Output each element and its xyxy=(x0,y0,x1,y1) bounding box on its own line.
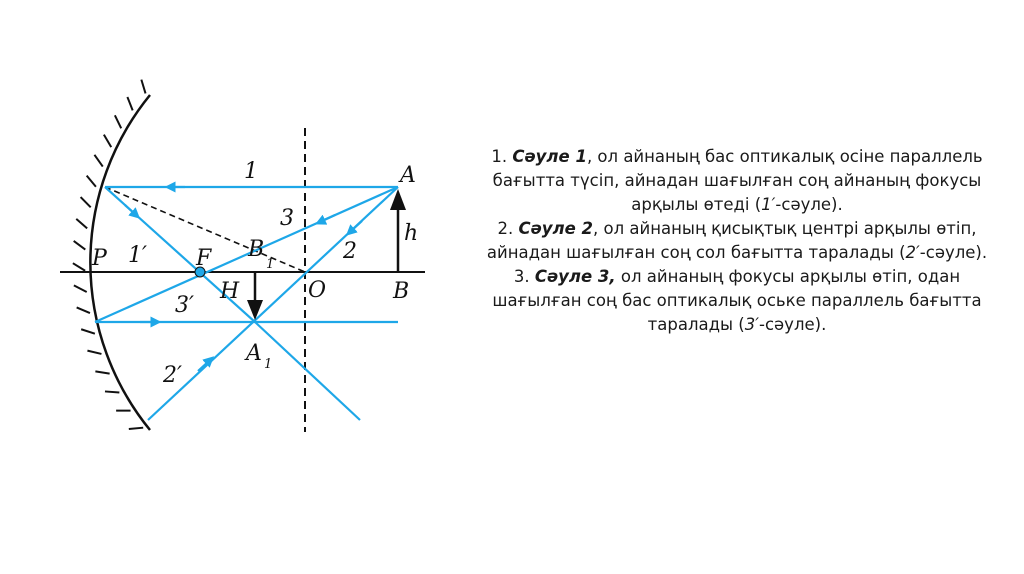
ray-3-arrow xyxy=(320,215,335,222)
label-a1-sub: 1 xyxy=(264,357,273,372)
label-b: B xyxy=(393,279,410,304)
ray-3-description: 3. Сәуле 3, ол айнаның фокусы арқылы өтіп, одан шағылған соң бас оптикалық оське параллель бағытта таралады (3′-сәуле). xyxy=(492,267,982,334)
hatch-mark xyxy=(105,391,119,392)
hatch-mark xyxy=(73,263,85,271)
label-f: F xyxy=(196,246,212,271)
ray-2-description: 2. Сәуле 2, ол айнаның қисықтық центрі арқылы өтіп, айнадан шағылған соң сол бағытта таралады (2′-сәуле). xyxy=(486,219,988,262)
hatch-mark xyxy=(87,351,101,354)
hatch-mark xyxy=(74,285,87,292)
label-ray-1p: 1′ xyxy=(128,243,147,268)
label-ray-3: 3 xyxy=(280,206,294,231)
label-p: P xyxy=(92,246,107,271)
hatch-mark xyxy=(141,80,145,94)
hatch-mark xyxy=(74,241,86,250)
hatch-mark xyxy=(76,219,87,228)
ray-2p-arrow xyxy=(198,360,210,371)
label-b1: B xyxy=(248,237,265,262)
label-h: h xyxy=(404,221,419,246)
hatch-mark xyxy=(115,115,121,128)
label-a: A xyxy=(400,163,416,188)
hatch-mark xyxy=(81,329,95,333)
label-h-point: H xyxy=(220,279,240,304)
hatch-mark xyxy=(127,97,132,110)
hatch-mark xyxy=(104,135,111,147)
ray-1-description: 1. Сәуле 1, ол айнаның бас оптикалық осіне параллель бағытта түсіп, айнадан шағылған соң айнаның фокусы арқылы өтеді (1′-сәуле). xyxy=(491,147,983,214)
hatch-mark xyxy=(87,176,96,187)
mirror-ray-diagram xyxy=(0,0,470,574)
hatch-mark xyxy=(77,307,90,313)
hatch-mark xyxy=(94,155,102,167)
label-ray-2p: 2′ xyxy=(163,363,182,388)
explanation-text xyxy=(472,145,1002,337)
ray-1p-arrow xyxy=(125,205,136,215)
hatch-mark xyxy=(81,197,91,207)
ray-arrows xyxy=(125,187,362,371)
hatch-mark xyxy=(95,371,109,373)
label-o: O xyxy=(308,278,327,303)
label-b1-sub: 1 xyxy=(266,257,275,272)
rays xyxy=(95,187,398,420)
hatch-mark xyxy=(129,428,143,429)
label-a1: A xyxy=(246,341,262,366)
ray-2-arrow xyxy=(350,221,362,232)
label-ray-3p: 3′ xyxy=(175,293,194,318)
label-ray-1: 1 xyxy=(244,159,258,184)
label-ray-2: 2 xyxy=(343,239,357,264)
